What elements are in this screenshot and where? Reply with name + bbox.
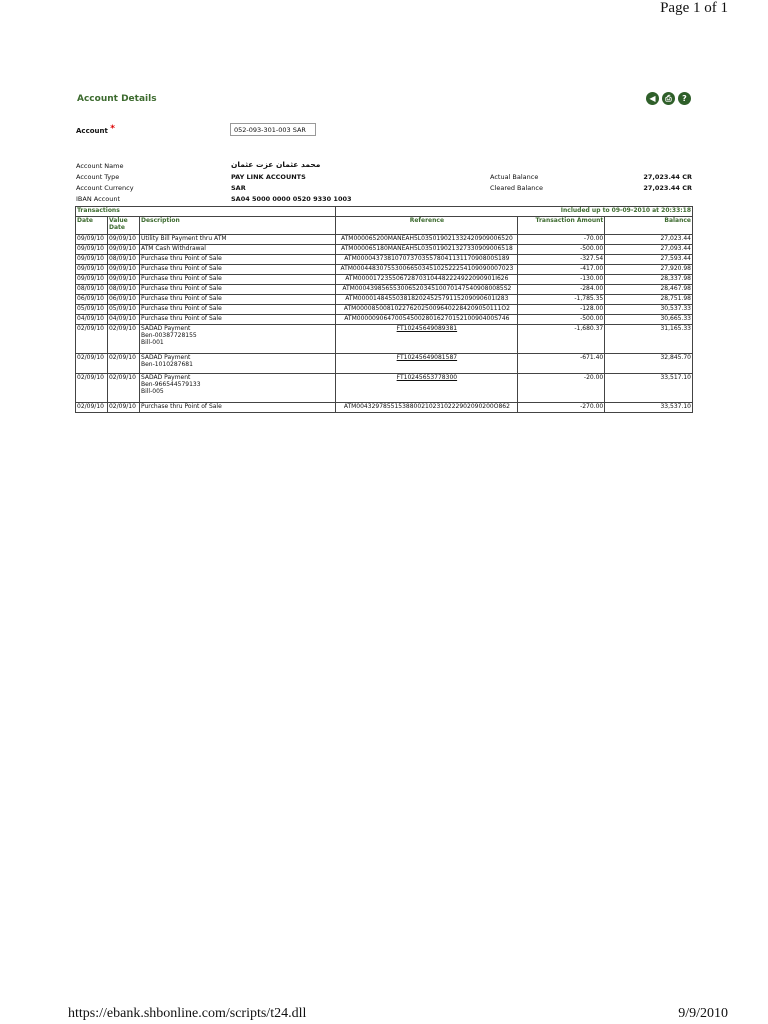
row-balance: 28,751.98 — [605, 295, 693, 305]
row-description — [139, 325, 335, 354]
description-line: Utility Bill Payment thru ATM — [140, 235, 227, 242]
table-row — [76, 275, 693, 285]
page-number: Page 1 of 1 — [660, 0, 728, 16]
table-row — [76, 403, 693, 413]
description-line: SADAD Payment — [140, 354, 191, 361]
row-amount: -284.00 — [518, 285, 605, 295]
footer-url: https://ebank.shbonline.com/scripts/t24.dll — [68, 1006, 307, 1021]
row-amount: -270.00 — [518, 403, 605, 413]
table-row — [76, 235, 693, 245]
account-type-label: Account Type — [76, 173, 120, 181]
reference-text: ATM00008500810227620250096402284209050111O2 — [343, 305, 510, 312]
iban-label: IBAN Account — [76, 195, 120, 203]
row-reference — [336, 235, 518, 245]
table-row — [76, 245, 693, 255]
reference-text: ATM000009064700545002801627015210090400S746 — [344, 315, 510, 322]
row-date: 09/09/10 — [76, 245, 108, 255]
row-balance: 27,093.44 — [605, 245, 693, 255]
row-date: 05/09/10 — [76, 305, 108, 315]
row-value-date: 09/09/10 — [107, 235, 139, 245]
table-row — [76, 295, 693, 305]
description-line: Purchase thru Point of Sale — [140, 295, 222, 302]
description-line: Purchase thru Point of Sale — [140, 403, 222, 410]
help-icon[interactable]: ? — [678, 92, 691, 105]
row-reference — [336, 295, 518, 305]
row-reference — [336, 305, 518, 315]
row-amount: -1,785.35 — [518, 295, 605, 305]
row-reference — [336, 315, 518, 325]
row-date: 02/09/10 — [76, 325, 108, 354]
column-header-reference[interactable]: Reference — [336, 217, 518, 235]
row-description — [139, 285, 335, 295]
footer-date: 9/9/2010 — [678, 1006, 728, 1021]
row-description — [139, 403, 335, 413]
column-header-date[interactable]: Date — [76, 217, 108, 235]
description-line: Bill-001 — [140, 339, 164, 346]
row-description — [139, 305, 335, 315]
row-reference — [336, 265, 518, 275]
row-value-date: 08/09/10 — [107, 285, 139, 295]
page-title: Account Details — [77, 94, 157, 104]
actual-balance-value: 27,023.44 CR — [643, 173, 692, 181]
account-label — [76, 126, 115, 136]
row-value-date: 09/09/10 — [107, 245, 139, 255]
description-line: Purchase thru Point of Sale — [140, 285, 222, 292]
account-type-value: PAY LINK ACCOUNTS — [231, 173, 306, 181]
column-header-amount[interactable]: Transaction Amount — [518, 217, 605, 235]
reference-link[interactable]: FT10245653778300 — [396, 374, 458, 381]
row-value-date: 04/09/10 — [107, 315, 139, 325]
iban-value: SA04 5000 0000 0520 9330 1003 — [231, 195, 352, 203]
row-amount: -500.00 — [518, 245, 605, 255]
row-date: 09/09/10 — [76, 265, 108, 275]
reference-text: ATM000448307553006650345102522254109090007023 — [340, 265, 514, 272]
row-description — [139, 265, 335, 275]
reference-text: ATM004329785515388002102310222902090200O862 — [343, 403, 510, 410]
actual-balance-label: Actual Balance — [490, 173, 539, 181]
row-balance: 28,337.98 — [605, 275, 693, 285]
reference-text: ATM000043738107073703557804113117090800S189 — [344, 255, 510, 262]
account-name-value: محمد عثمان عزت عثمان — [231, 160, 321, 169]
row-balance: 28,467.98 — [605, 285, 693, 295]
row-balance: 33,537.10 — [605, 403, 693, 413]
row-reference — [336, 245, 518, 255]
row-balance: 27,023.44 — [605, 235, 693, 245]
row-amount: -671.40 — [518, 354, 605, 374]
back-icon[interactable]: ◀ — [646, 92, 659, 105]
row-description — [139, 315, 335, 325]
description-line: SADAD Payment — [140, 325, 191, 332]
column-header-balance[interactable]: Balance — [605, 217, 693, 235]
reference-link[interactable]: FT10245649089381 — [396, 325, 458, 332]
required-mark: * — [110, 124, 115, 134]
table-row — [76, 305, 693, 315]
row-reference — [336, 354, 518, 374]
row-amount: -500.00 — [518, 315, 605, 325]
description-line: Ben-966544579133 — [140, 381, 201, 388]
reference-text: ATM000065180MANEAH5L035019021327330909006518 — [340, 245, 513, 252]
table-row — [76, 354, 693, 374]
row-value-date: 05/09/10 — [107, 305, 139, 315]
column-header-value-date[interactable]: Value Date — [107, 217, 139, 235]
row-reference — [336, 285, 518, 295]
row-date: 08/09/10 — [76, 285, 108, 295]
table-row — [76, 325, 693, 354]
row-reference — [336, 403, 518, 413]
row-balance: 27,593.44 — [605, 255, 693, 265]
column-header-description[interactable]: Description — [139, 217, 335, 235]
description-line: SADAD Payment — [140, 374, 191, 381]
description-line: ATM Cash Withdrawal — [140, 245, 206, 252]
row-amount: -70.00 — [518, 235, 605, 245]
row-amount: -1,680.37 — [518, 325, 605, 354]
row-description — [139, 354, 335, 374]
row-description — [139, 245, 335, 255]
table-row — [76, 255, 693, 265]
description-line: Purchase thru Point of Sale — [140, 305, 222, 312]
row-balance: 32,845.70 — [605, 354, 693, 374]
description-line: Purchase thru Point of Sale — [140, 265, 222, 272]
included-note: Included up to 09-09-2010 at 20:33:18 — [336, 207, 693, 217]
row-description — [139, 235, 335, 245]
row-description — [139, 255, 335, 265]
row-date: 04/09/10 — [76, 315, 108, 325]
row-balance: 30,665.33 — [605, 315, 693, 325]
reference-text: ATM000017235506728703104482224922090901I626 — [345, 275, 509, 282]
row-date: 02/09/10 — [76, 354, 108, 374]
reference-text: ATM000014845503818202452579115209090601I283 — [345, 295, 509, 302]
row-value-date: 09/09/10 — [107, 275, 139, 285]
row-date: 09/09/10 — [76, 235, 108, 245]
transactions-section-label: Transactions — [76, 207, 336, 217]
row-date: 09/09/10 — [76, 275, 108, 285]
reference-link[interactable]: FT10245649081587 — [396, 354, 458, 361]
cleared-balance-value: 27,023.44 CR — [643, 184, 692, 192]
row-amount: -20.00 — [518, 374, 605, 403]
row-date: 09/09/10 — [76, 255, 108, 265]
table-row — [76, 285, 693, 295]
table-row — [76, 374, 693, 403]
print-icon[interactable]: ⎙ — [662, 92, 675, 105]
row-reference — [336, 325, 518, 354]
row-value-date: 02/09/10 — [107, 374, 139, 403]
row-amount: -128.00 — [518, 305, 605, 315]
row-value-date: 09/09/10 — [107, 265, 139, 275]
description-line: Purchase thru Point of Sale — [140, 315, 222, 322]
transactions-table — [75, 206, 693, 413]
account-currency-label: Account Currency — [76, 184, 134, 192]
row-description — [139, 295, 335, 305]
row-value-date: 02/09/10 — [107, 403, 139, 413]
account-currency-value: SAR — [231, 184, 246, 192]
description-line: Purchase thru Point of Sale — [140, 255, 222, 262]
row-description — [139, 275, 335, 285]
description-line: Ben-1010287681 — [140, 361, 193, 368]
row-value-date: 02/09/10 — [107, 354, 139, 374]
description-line: Bill-005 — [140, 388, 164, 395]
account-name-label: Account Name — [76, 162, 124, 170]
toolbar-icons — [646, 92, 691, 105]
row-description — [139, 374, 335, 403]
row-reference — [336, 275, 518, 285]
account-select[interactable]: 052-093-301-003 SAR — [230, 123, 316, 136]
reference-text: ATM000439856553006520345100701475409080085S2 — [342, 285, 512, 292]
row-value-date: 02/09/10 — [107, 325, 139, 354]
row-balance: 27,920.98 — [605, 265, 693, 275]
row-balance: 33,517.10 — [605, 374, 693, 403]
row-reference — [336, 374, 518, 403]
account-label-text: Account — [76, 127, 108, 135]
row-amount: -417.00 — [518, 265, 605, 275]
cleared-balance-label: Cleared Balance — [490, 184, 543, 192]
row-date: 02/09/10 — [76, 403, 108, 413]
table-row — [76, 265, 693, 275]
description-line: Purchase thru Point of Sale — [140, 275, 222, 282]
reference-text: ATM000065200MANEAH5L035019021332420909006520 — [340, 235, 513, 242]
row-date: 06/09/10 — [76, 295, 108, 305]
row-balance: 31,165.33 — [605, 325, 693, 354]
row-amount: -327.54 — [518, 255, 605, 265]
table-row — [76, 315, 693, 325]
row-amount: -130.00 — [518, 275, 605, 285]
row-balance: 30,537.33 — [605, 305, 693, 315]
description-line: Ben-00387728155 — [140, 332, 197, 339]
row-value-date: 08/09/10 — [107, 255, 139, 265]
row-value-date: 06/09/10 — [107, 295, 139, 305]
row-date: 02/09/10 — [76, 374, 108, 403]
row-reference — [336, 255, 518, 265]
